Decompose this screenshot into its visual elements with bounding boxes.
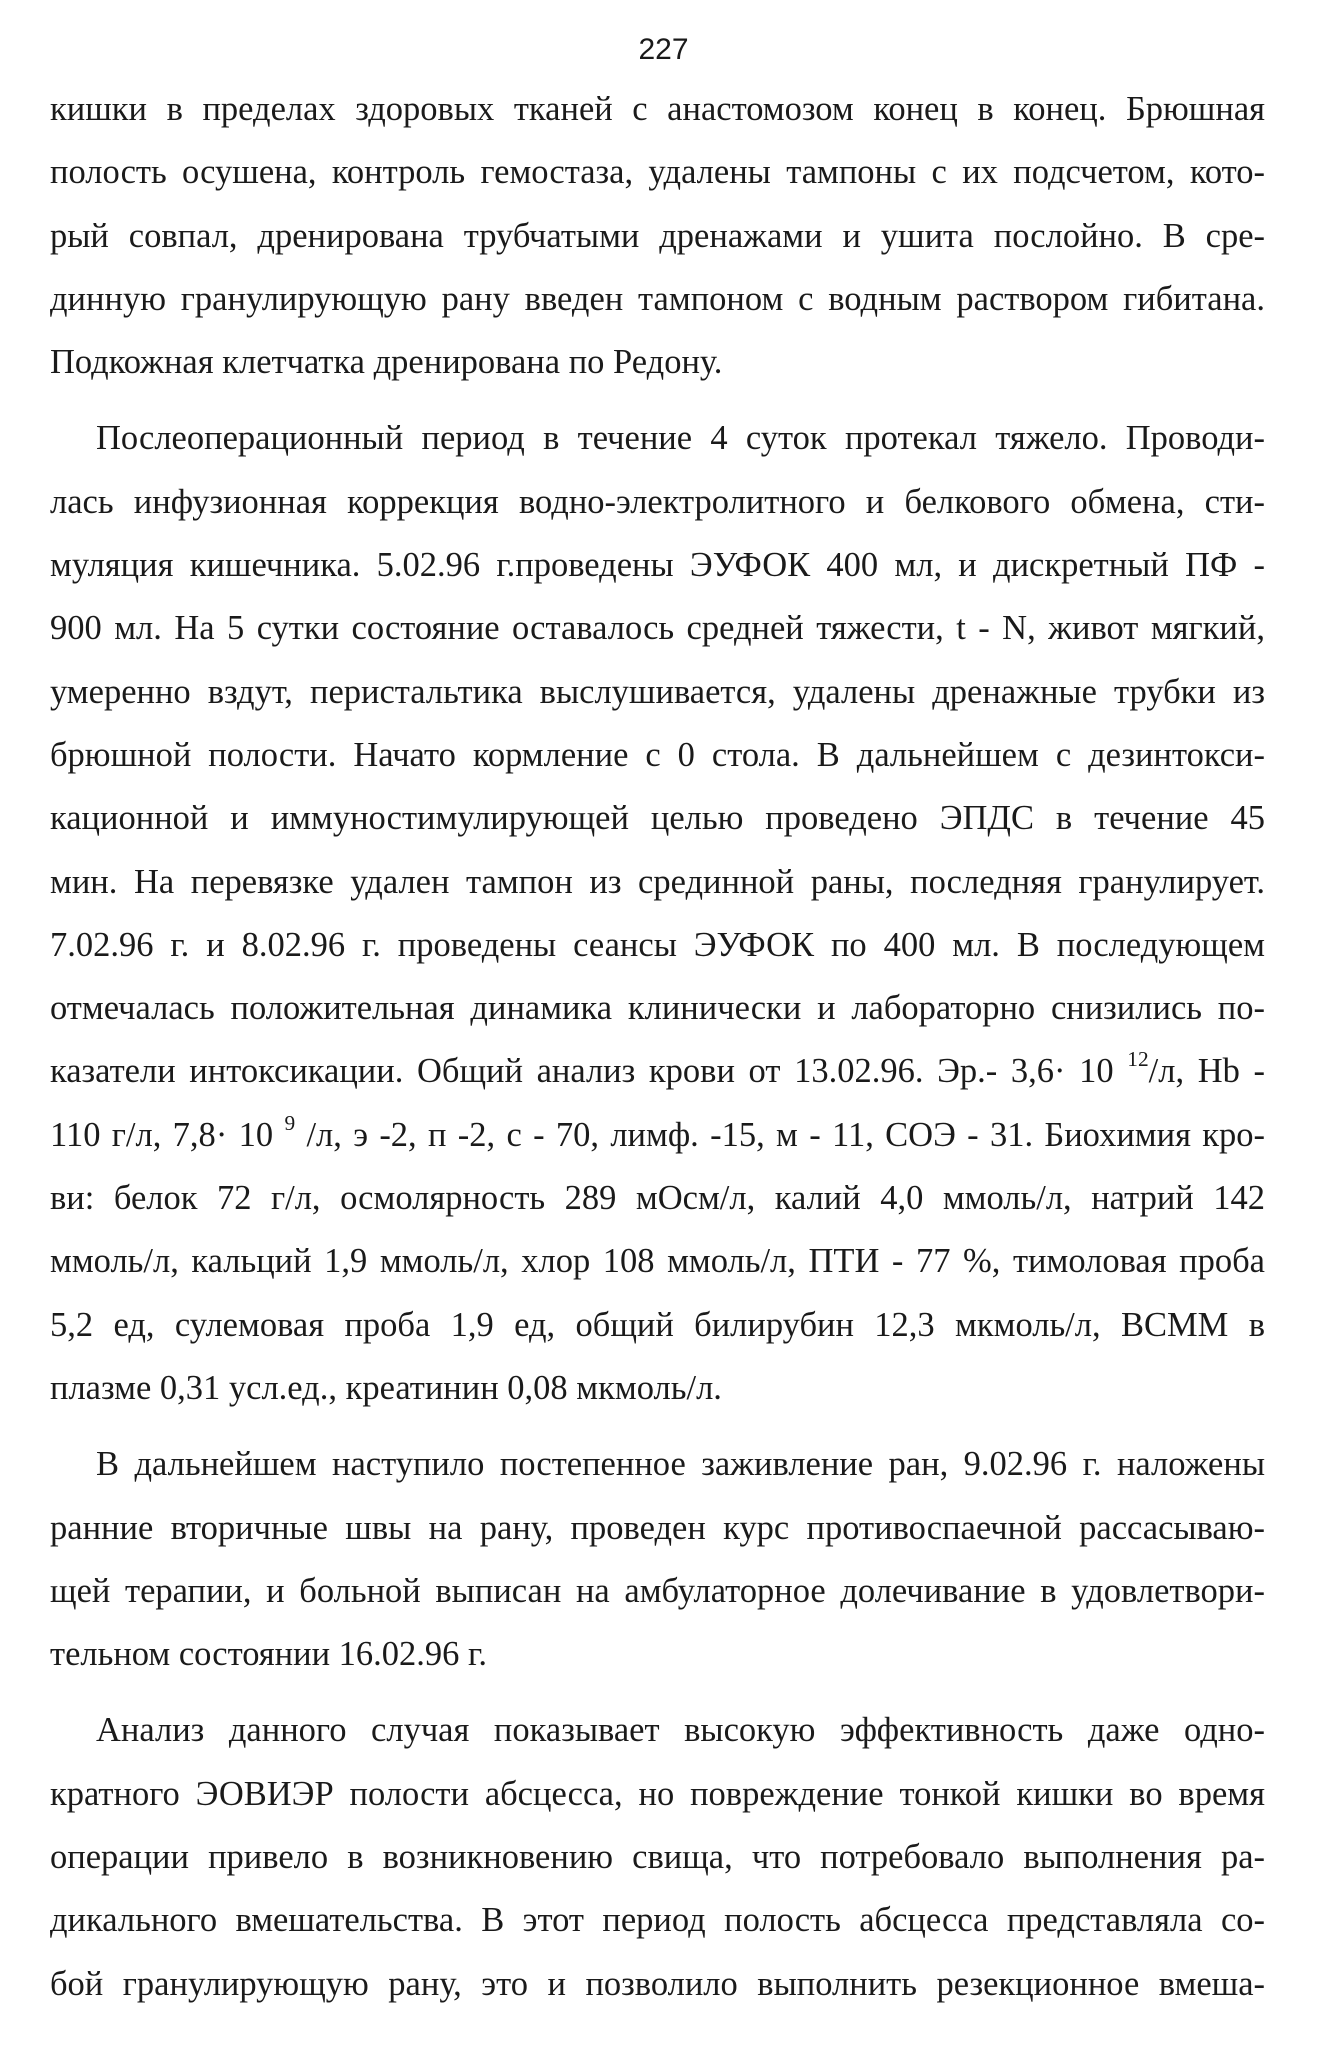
text-line: В дальнейшем наступило постепенное заживление ран, 9.02.96 г. наложены <box>96 1445 1265 1484</box>
text-line: кишки в пределах здоровых тканей с анастомозом конец в конец. Брюшная <box>50 90 1265 128</box>
text-line: 900 мл. На 5 сутки состояние оставалось средней тяжести, t - N, живот мягкий, <box>50 609 1265 648</box>
document-body <box>50 78 1265 2016</box>
text-line: Послеоперационный период в течение 4 суток протекал тяжело. Проводи- <box>96 419 1265 458</box>
text-line: рый совпал, дренирована трубчатыми дренажами и ушита послойно. В сре- <box>50 216 1265 255</box>
text-line: муляция кишечника. 5.02.96 г.проведены ЭУФОК 400 мл, и дискретный ПФ - <box>50 546 1265 585</box>
text-line: 5,2 ед, сулемовая проба 1,9 ед, общий билирубин 12,3 мкмоль/л, ВСММ в <box>50 1305 1265 1344</box>
text-line: кратного ЭОВИЭР полости абсцесса, но повреждение тонкой кишки во время <box>50 1774 1265 1813</box>
text-line: динную гранулирующую рану введен тампоном с водным раствором гибитана. <box>50 279 1265 318</box>
exponent: 12 <box>1127 1047 1149 1072</box>
text-line: брюшной полости. Начато кормление с 0 стола. В дальнейшем с дезинтокси- <box>50 735 1265 774</box>
text-fragment: 10 <box>227 1115 285 1154</box>
page-number: 227 <box>638 33 689 66</box>
text-line: плазме 0,31 усл.ед., креатинин 0,08 мкмоль/л. <box>50 1368 722 1407</box>
text-line: кационной и иммуностимулирующей целью проведено ЭПДС в течение 45 <box>50 799 1265 838</box>
paragraph-gap <box>50 1420 1265 1433</box>
text-line: ранние вторичные швы на рану, проведен курс противоспаечной рассасываю- <box>50 1508 1265 1547</box>
text-line: ви: белок 72 г/л, осмолярность 289 мОсм/л, калий 4,0 ммоль/л, натрий 142 <box>50 1179 1265 1218</box>
text-line: отмечалась положительная динамика клинически и лабораторно снизились по- <box>50 989 1265 1028</box>
text-line: полость осушена, контроль гемостаза, удалены тампоны с их подсчетом, кото- <box>50 153 1265 192</box>
text-fragment: 10 <box>1065 1052 1128 1091</box>
multiplication-dot: · <box>215 1115 228 1154</box>
text-line: щей терапии, и больной выписан на амбулаторное долечивание в удовлетвори- <box>50 1571 1265 1610</box>
text-line: ммоль/л, кальций 1,9 ммоль/л, хлор 108 ммоль/л, ПТИ - 77 %, тимоловая проба <box>50 1242 1265 1281</box>
paragraph-3 <box>50 1433 1265 1686</box>
text-line: лась инфузионная коррекция водно-электролитного и белкового обмена, сти- <box>50 482 1265 521</box>
paragraph-2 <box>50 407 1265 1420</box>
paragraph-4 <box>50 1699 1265 2015</box>
wbc-count-line <box>50 1104 1265 1167</box>
multiplication-dot: · <box>1053 1052 1066 1091</box>
paragraph-gap <box>50 394 1265 407</box>
text-fragment: казатели интоксикации. Общий анализ крови от 13.02.96. Эр.- 3,6 <box>50 1052 1054 1091</box>
text-line: умеренно вздут, перистальтика выслушивается, удалены дренажные трубки из <box>50 672 1265 711</box>
text-line: бой гранулирующую рану, это и позволило выполнить резекционное вмеша- <box>50 1964 1265 2003</box>
text-fragment: /л, э -2, п -2, с - 70, лимф. -15, м - 11, СОЭ - 31. Биохимия кро- <box>295 1115 1266 1154</box>
blood-count-line <box>50 1040 1265 1103</box>
text-line: Подкожная клетчатка дренирована по Редону. <box>50 343 723 382</box>
text-line: 7.02.96 г. и 8.02.96 г. проведены сеансы ЭУФОК по 400 мл. В последующем <box>50 925 1265 964</box>
paragraph-1 <box>50 78 1265 394</box>
text-line: мин. На перевязке удален тампон из срединной раны, последняя гранулирует. <box>50 862 1265 901</box>
text-fragment: /л, Hb - <box>1148 1052 1265 1091</box>
text-fragment: 110 г/л, 7,8 <box>50 1115 216 1154</box>
paragraph-gap <box>50 1686 1265 1699</box>
text-line: тельном состоянии 16.02.96 г. <box>50 1635 487 1674</box>
exponent: 9 <box>284 1110 296 1135</box>
text-line: дикального вмешательства. В этот период полость абсцесса представляла со- <box>50 1901 1265 1940</box>
text-line: Анализ данного случая показывает высокую эффективность даже одно- <box>96 1711 1265 1750</box>
text-line: операции привело в возникновению свища, что потребовало выполнения ра- <box>50 1838 1265 1877</box>
